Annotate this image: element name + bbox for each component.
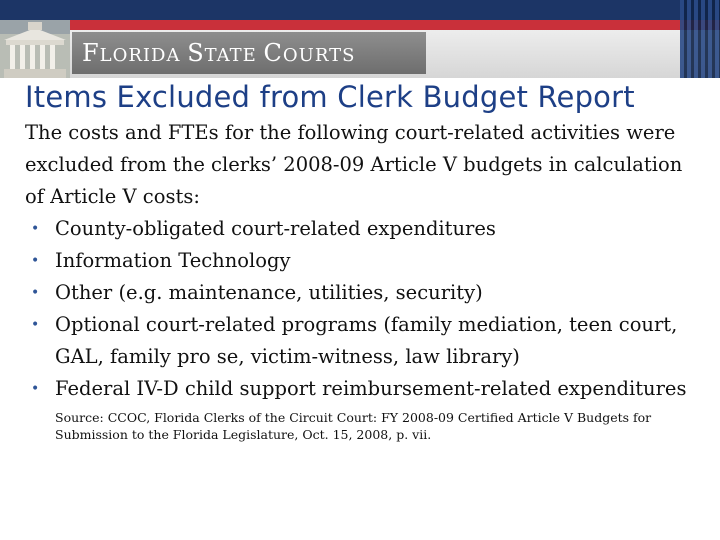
slide-body — [25, 117, 705, 443]
bullet-icon: • — [31, 285, 40, 301]
list-item-text: Federal IV-D child support reimbursement-related expenditures — [55, 377, 687, 400]
bullet-icon: • — [31, 221, 40, 237]
list-item-text: Other (e.g. maintenance, utilities, security) — [55, 281, 483, 304]
bullet-icon: • — [31, 253, 40, 269]
slide-title: Items Excluded from Clerk Budget Report — [25, 80, 635, 114]
list-item — [25, 309, 705, 373]
list-item — [25, 245, 705, 277]
list-item-text: Information Technology — [55, 249, 291, 272]
list-item-text: County-obligated court-related expenditures — [55, 217, 496, 240]
list-item — [25, 277, 705, 309]
header-line-pattern — [680, 0, 720, 78]
header-red-stripe — [0, 20, 720, 30]
brand-letter: C — [263, 39, 283, 67]
source-citation: Source: CCOC, Florida Clerks of the Circuit Court: FY 2008-09 Certified Article V Budgets for Submission to the Florida Legislature, Oct. 15, 2008, p. vii. — [55, 410, 652, 442]
list-item — [25, 373, 705, 405]
header-navy-band — [0, 0, 720, 20]
intro-paragraph: The costs and FTEs for the following court-related activities were excluded from the clerks’ 2008-09 Article V budgets in calculation of Article V costs: — [25, 121, 683, 208]
brand-word: OURTS — [282, 45, 356, 66]
courthouse-building-icon — [0, 20, 70, 78]
brand-word: TATE — [204, 45, 264, 66]
list-item — [25, 213, 705, 245]
list-item-text: Optional court-related programs (family mediation, teen court, GAL, family pro se, victim-witness, law library) — [55, 313, 678, 368]
florida-state-courts-logo — [72, 32, 426, 74]
bullet-icon: • — [31, 381, 40, 397]
excluded-items-list — [25, 213, 705, 405]
brand-letter: F — [82, 39, 100, 67]
bullet-icon: • — [31, 317, 40, 333]
brand-word: LORIDA — [99, 45, 188, 66]
brand-text — [82, 39, 355, 67]
brand-letter: S — [187, 39, 205, 67]
slide-header — [0, 0, 720, 78]
